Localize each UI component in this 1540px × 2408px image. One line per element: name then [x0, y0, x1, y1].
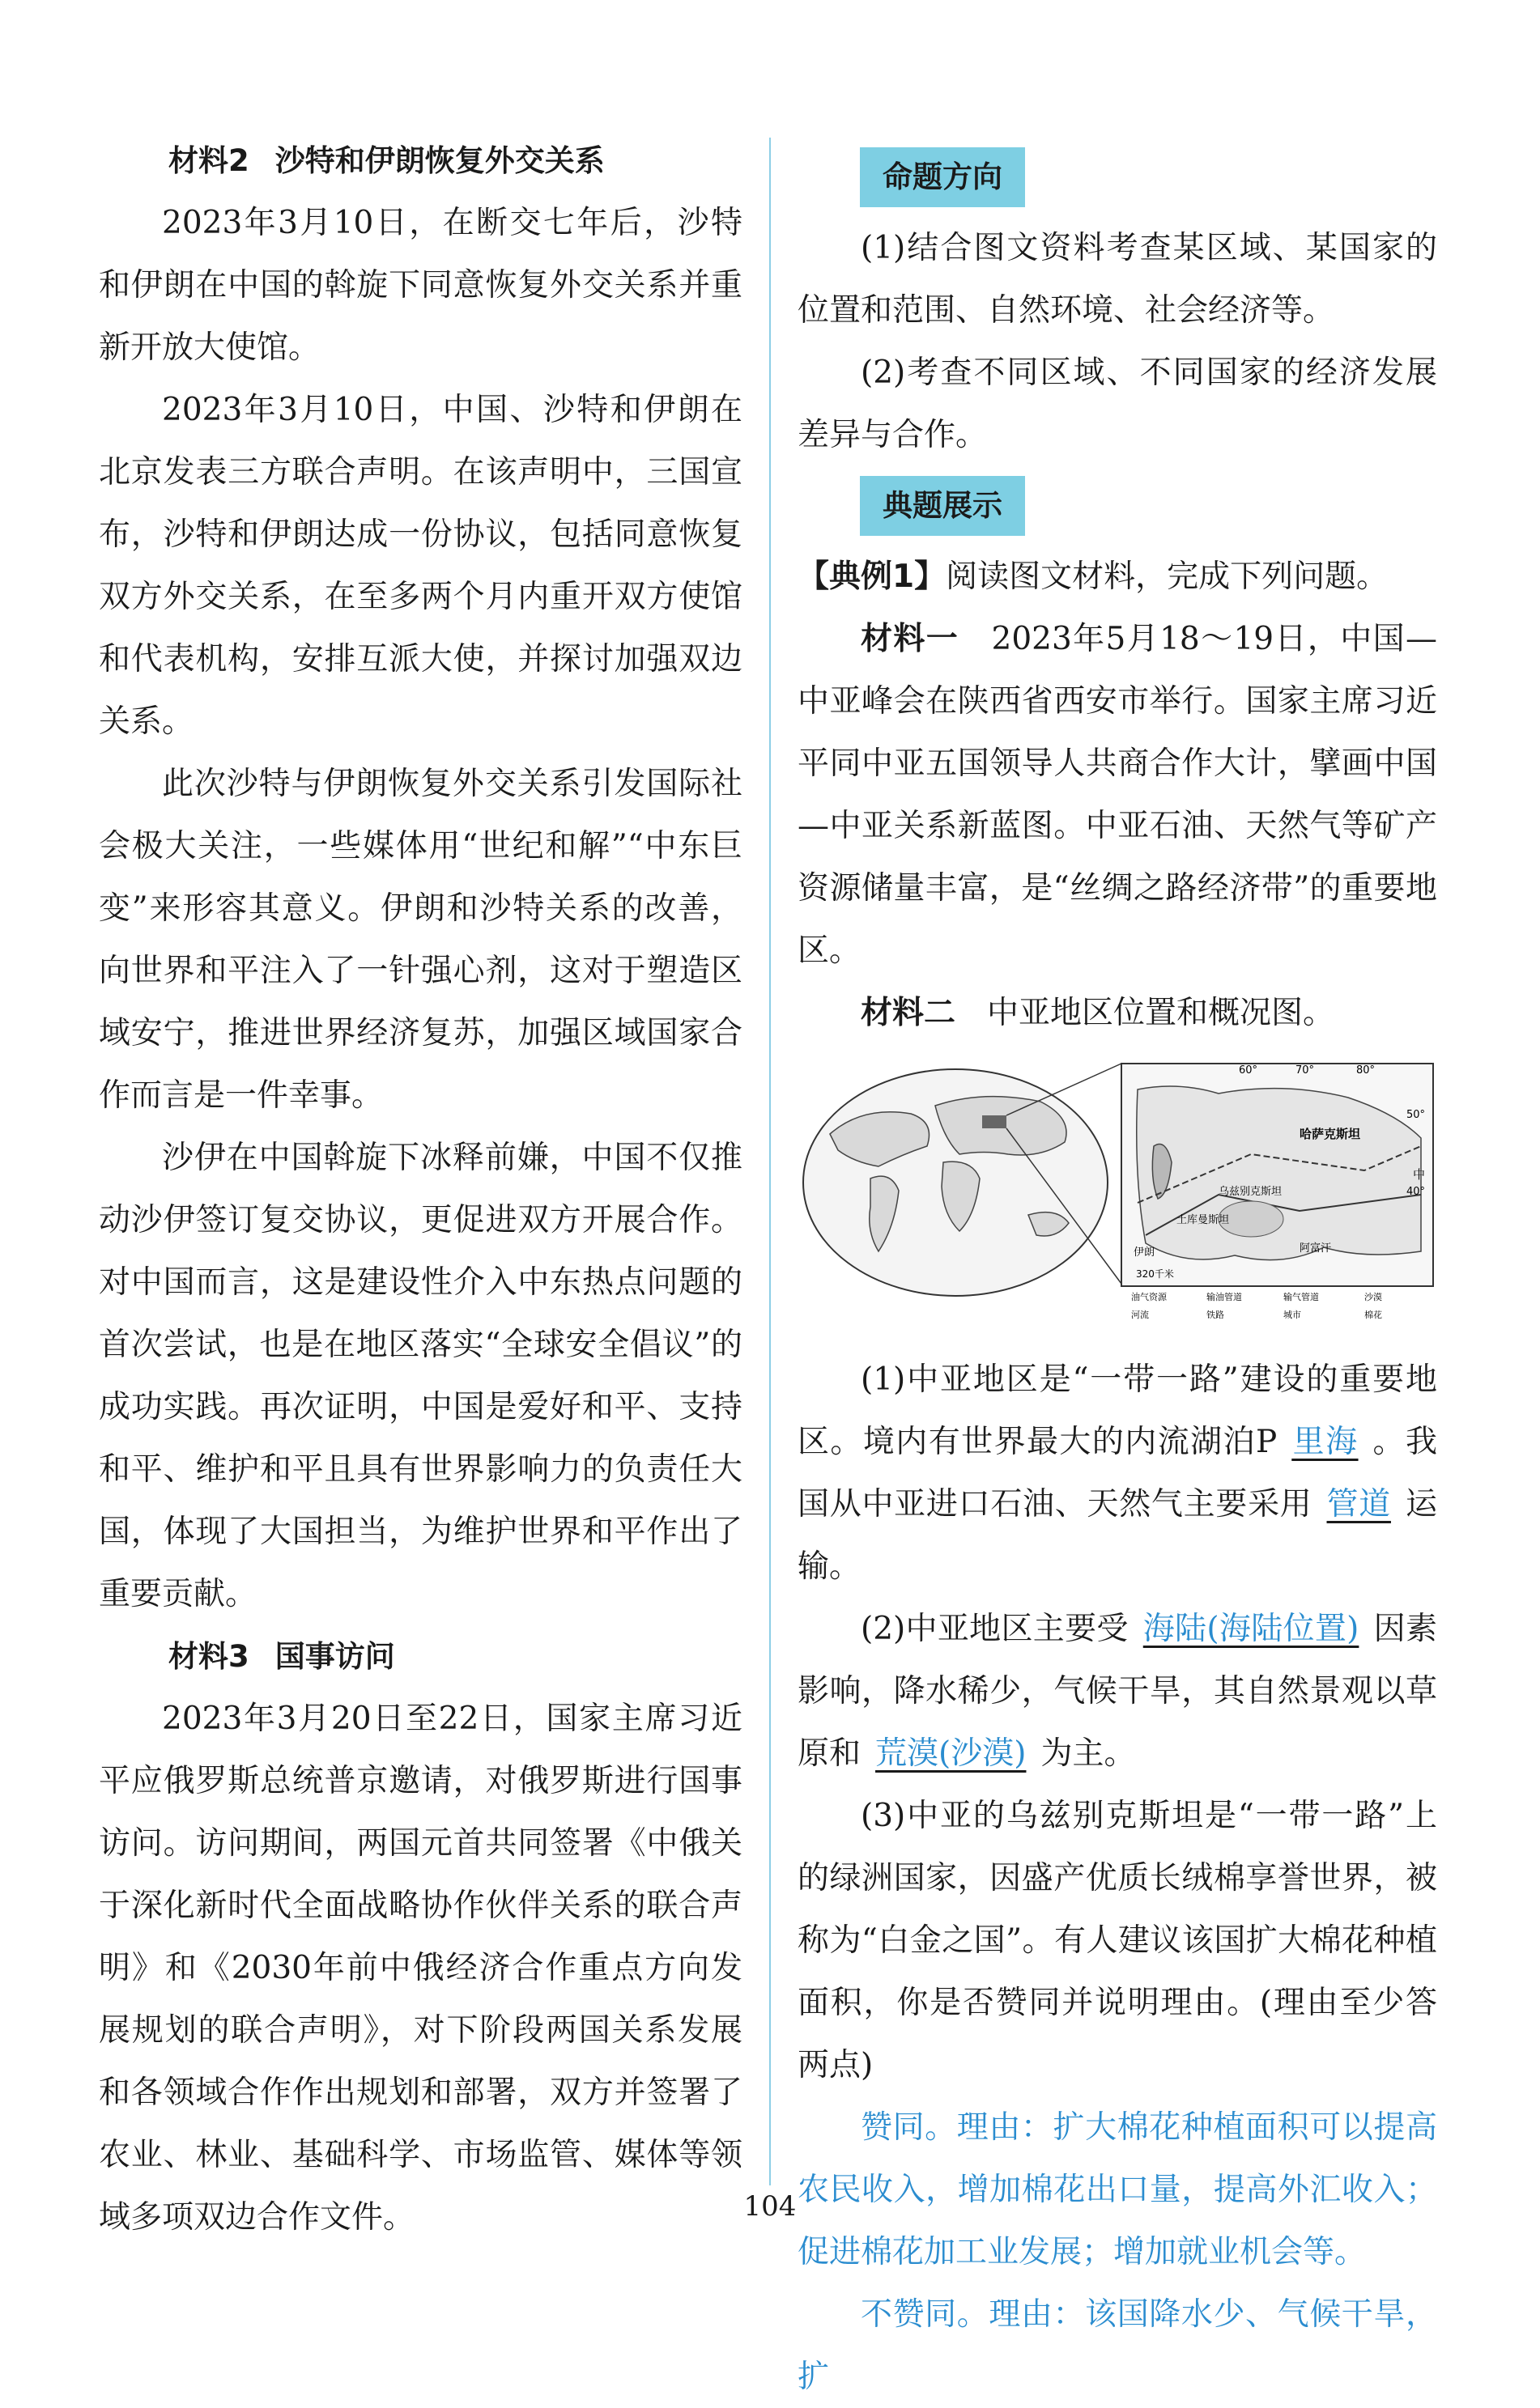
place-label: 乌兹别克斯坦 [1219, 1186, 1283, 1198]
longitude-label: 70° [1295, 1064, 1315, 1077]
left-column [99, 130, 742, 2249]
right-column [798, 130, 1437, 2408]
material-one-text: 2023年5月18～19日，中国—中亚峰会在陕西省西安市举行。国家主席习近平同中亚五国领导人共商合作大计，擘画中国—中亚关系新蓝图。中亚石油、天然气等矿产资源储量丰富，是“丝绸之路经济带”的重要地区。 [798, 621, 1437, 969]
material-2-paragraph: 此次沙特与伊朗恢复外交关系引发国际社会极大关注，一些媒体用“世纪和解”“中东巨变”来形容其意义。伊朗和沙特关系的改善，向世界和平注入了一针强心剂，这对于塑造区域安宁，推进世界经济复苏，加强区域国家合作而言是一件幸事。 [99, 766, 742, 1114]
place-label: 伊朗 [1134, 1246, 1155, 1259]
material-2-title: 沙特和伊朗恢复外交关系 [274, 143, 605, 178]
question-text: (1)中亚地区是“一带一路”建设的重要地区。境内有世界最大的内流湖泊P [798, 1361, 1437, 1460]
answer-blank: 里海 [1291, 1424, 1359, 1460]
section-tag-direction: 命题方向 [860, 147, 1025, 207]
question-2 [798, 1598, 1437, 1785]
material-two-label: 材料二 [861, 995, 956, 1031]
material-2-paragraph: 沙伊在中国斡旋下冰释前嫌，中国不仅推动沙伊签订复交协议，更促进双方开展合作。对中国而言，这是建设性介入中东热点问题的首次尝试，也是在地区落实“全球安全倡议”的成功实践。再次证明，中国是爱好和平、支持和平、维护和平且具有世界影响力的负责任大国，体现了大国担当，为维护世界和平作出了重要贡献。 [99, 1140, 742, 1612]
question-text: 为主。 [1040, 1735, 1136, 1772]
column-divider [769, 138, 771, 2185]
central-asia-map [798, 1057, 1437, 1324]
page-number: 104 [743, 2190, 797, 2223]
direction-item: (2)考查不同区域、不同国家的经济发展差异与合作。 [798, 355, 1437, 453]
place-label: 中 [1413, 1167, 1426, 1182]
answer-blank: 管道 [1326, 1486, 1391, 1523]
answer-agree: 赞同。理由：扩大棉花种植面积可以提高农民收入，增加棉花出口量，提高外汇收入；促进棉花加工业发展；增加就业机会等。 [798, 2109, 1437, 2270]
material-3-title: 国事访问 [274, 1639, 395, 1674]
section-tag-examples: 典题展示 [860, 476, 1025, 536]
legend-item: 城市 [1283, 1310, 1301, 1320]
place-label: 哈萨克斯坦 [1300, 1127, 1361, 1141]
question-text: 因素影响，降水稀少，气候干旱，其自然景观以草原和 [798, 1611, 1437, 1772]
scale-label: 320千米 [1136, 1268, 1174, 1280]
material-3-paragraph: 2023年3月20日至22日，国家主席习近平应俄罗斯总统普京邀请，对俄罗斯进行国事访问。访问期间，两国元首共同签署《中俄关于深化新时代全面战略协作伙伴关系的联合声明》和《2030年前中俄经济合作重点方向发展规划的联合声明》，对下阶段两国关系发展和各领域合作作出规划和部署，双方并签署了农业、林业、基础科学、市场监管、媒体等领域多项双边合作文件。 [99, 1701, 742, 2236]
material-2-paragraph: 2023年3月10日，在断交七年后，沙特和伊朗在中国的斡旋下同意恢复外交关系并重新开放大使馆。 [99, 205, 742, 366]
legend-item: 沙漠 [1364, 1292, 1382, 1302]
region-land [1137, 1086, 1421, 1260]
question-1 [798, 1348, 1437, 1598]
question-text: (2)中亚地区主要受 [861, 1611, 1129, 1647]
material-3-heading [99, 1625, 742, 1688]
question-text: 运输。 [798, 1486, 1437, 1585]
central-asia-map-figure [798, 1057, 1437, 1324]
latitude-label: 40° [1406, 1186, 1426, 1198]
legend-item: 棉花 [1364, 1310, 1382, 1320]
central-asia-highlight [982, 1115, 1006, 1128]
answer-blank: 荒漠(沙漠) [875, 1735, 1027, 1772]
longitude-label: 60° [1239, 1064, 1258, 1077]
latitude-label: 50° [1406, 1109, 1426, 1121]
material-2-heading [99, 130, 742, 192]
material-3-label: 材料3 [168, 1639, 249, 1674]
question-3: (3)中亚的乌兹别克斯坦是“一带一路”上的绿洲国家，因盛产优质长绒棉享誉世界，被称为“白金之国”。有人建议该国扩大棉花种植面积，你是否赞同并说明理由。(理由至少答两点) [798, 1798, 1437, 2083]
legend-item: 油气资源 [1131, 1292, 1167, 1302]
material-two-text: 中亚地区位置和概况图。 [987, 995, 1335, 1031]
legend-item: 铁路 [1206, 1310, 1224, 1320]
legend-item: 河流 [1131, 1310, 1149, 1320]
longitude-label: 80° [1356, 1064, 1376, 1077]
material-2-label: 材料2 [168, 143, 249, 178]
legend-item: 输气管道 [1283, 1292, 1319, 1302]
place-label: 土库曼斯坦 [1176, 1214, 1230, 1226]
answer-blank: 海陆(海陆位置) [1142, 1611, 1359, 1647]
material-one-label: 材料一 [861, 621, 959, 657]
example-intro [798, 546, 1437, 608]
direction-item: (1)结合图文资料考查某区域、某国家的位置和范围、自然环境、社会经济等。 [798, 230, 1437, 329]
material-two [798, 982, 1437, 1044]
place-label: 阿富汗 [1300, 1242, 1332, 1255]
answer-disagree: 不赞同。理由：该国降水少、气候干旱，扩 [798, 2296, 1437, 2395]
material-one [798, 608, 1437, 982]
material-2-paragraph: 2023年3月10日，中国、沙特和伊朗在北京发表三方联合声明。在该声明中，三国宣布，沙特和伊朗达成一份协议，包括同意恢复双方外交关系，在至多两个月内重开双方使馆和代表机构，安排互派大使，并探讨加强双边关系。 [99, 392, 742, 740]
example-label: 【典例1】 [798, 558, 947, 595]
example-instruction: 阅读图文材料，完成下列问题。 [946, 558, 1389, 595]
question-text: 。我国从中亚进口石油、天然气主要采用 [798, 1424, 1437, 1523]
legend-item: 输油管道 [1206, 1292, 1242, 1302]
